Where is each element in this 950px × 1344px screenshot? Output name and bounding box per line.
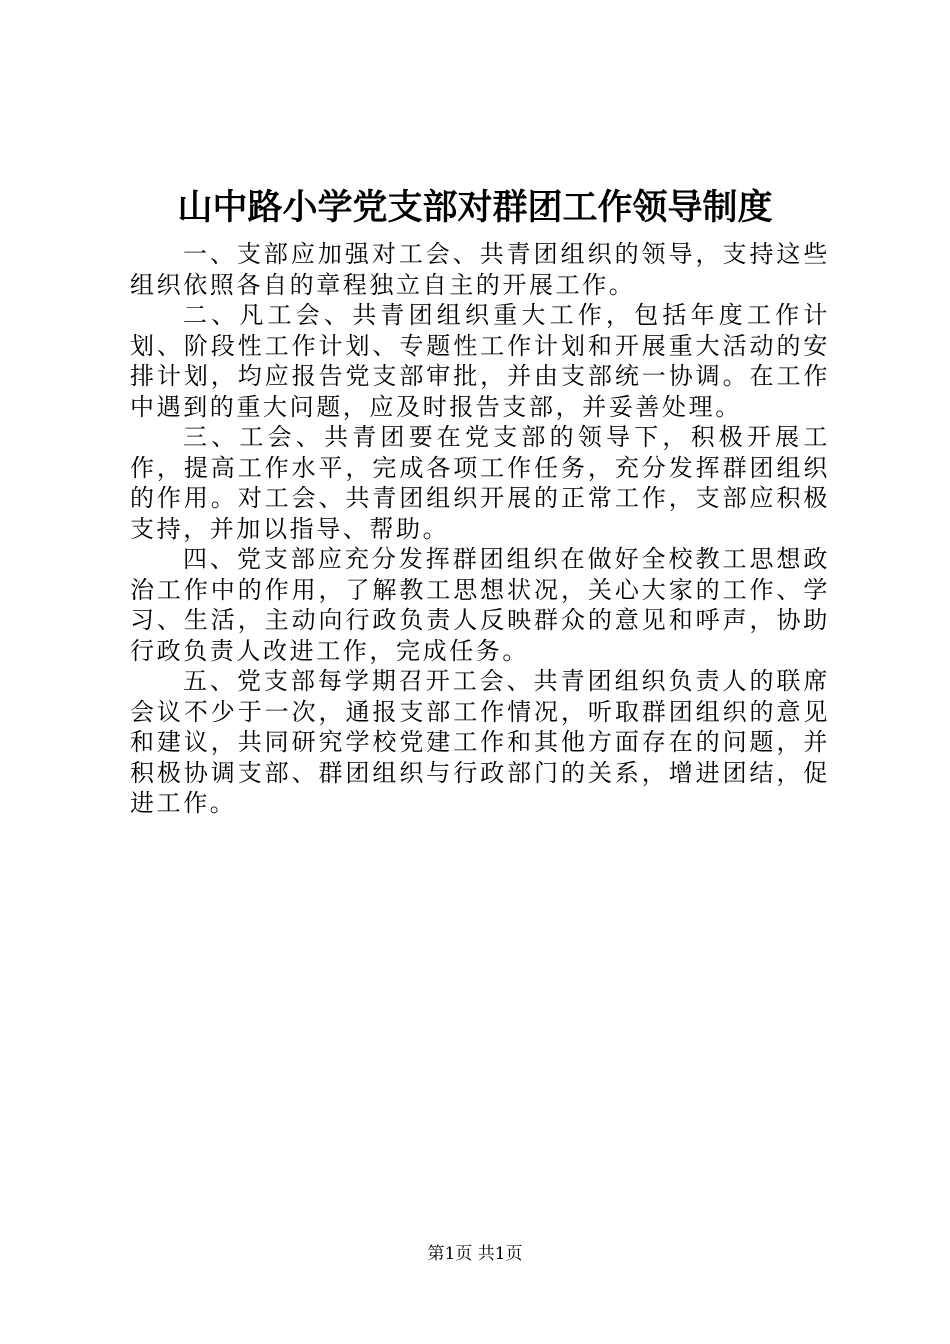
paragraph-1: 一、支部应加强对工会、共青团组织的领导，支持这些组织依照各自的章程独立自主的开展工作。 <box>130 240 830 299</box>
document-body <box>130 239 830 819</box>
page-footer: 第1页 共1页 <box>427 1244 523 1264</box>
paragraph-2: 二、凡工会、共青团组织重大工作，包括年度工作计划、阶段性工作计划、专题性工作计划和开展重大活动的安排计划，均应报告党支部审批，并由支部统一协调。在工作中遇到的重大问题，应及时报告支部，并妥善处理。 <box>130 301 830 421</box>
paragraph-5: 五、党支部每学期召开工会、共青团组织负责人的联席会议不少于一次，通报支部工作情况，听取群团组织的意见和建议，共同研究学校党建工作和其他方面存在的问题，并积极协调支部、群团组织与行政部门的关系，增进团结，促进工作。 <box>130 667 830 817</box>
paragraph-4: 四、党支部应充分发挥群团组织在做好全校教工思想政治工作中的作用，了解教工思想状况，关心大家的工作、学习、生活，主动向行政负责人反映群众的意见和呼声，协助行政负责人改进工作，完成任务。 <box>130 545 830 665</box>
paragraph-3: 三、工会、共青团要在党支部的领导下，积极开展工作，提高工作水平，完成各项工作任务，充分发挥群团组织的作用。对工会、共青团组织开展的正常工作，支部应积极支持，并加以指导、帮助。 <box>130 423 830 543</box>
document-title: 山中路小学党支部对群团工作领导制度 <box>177 187 773 228</box>
